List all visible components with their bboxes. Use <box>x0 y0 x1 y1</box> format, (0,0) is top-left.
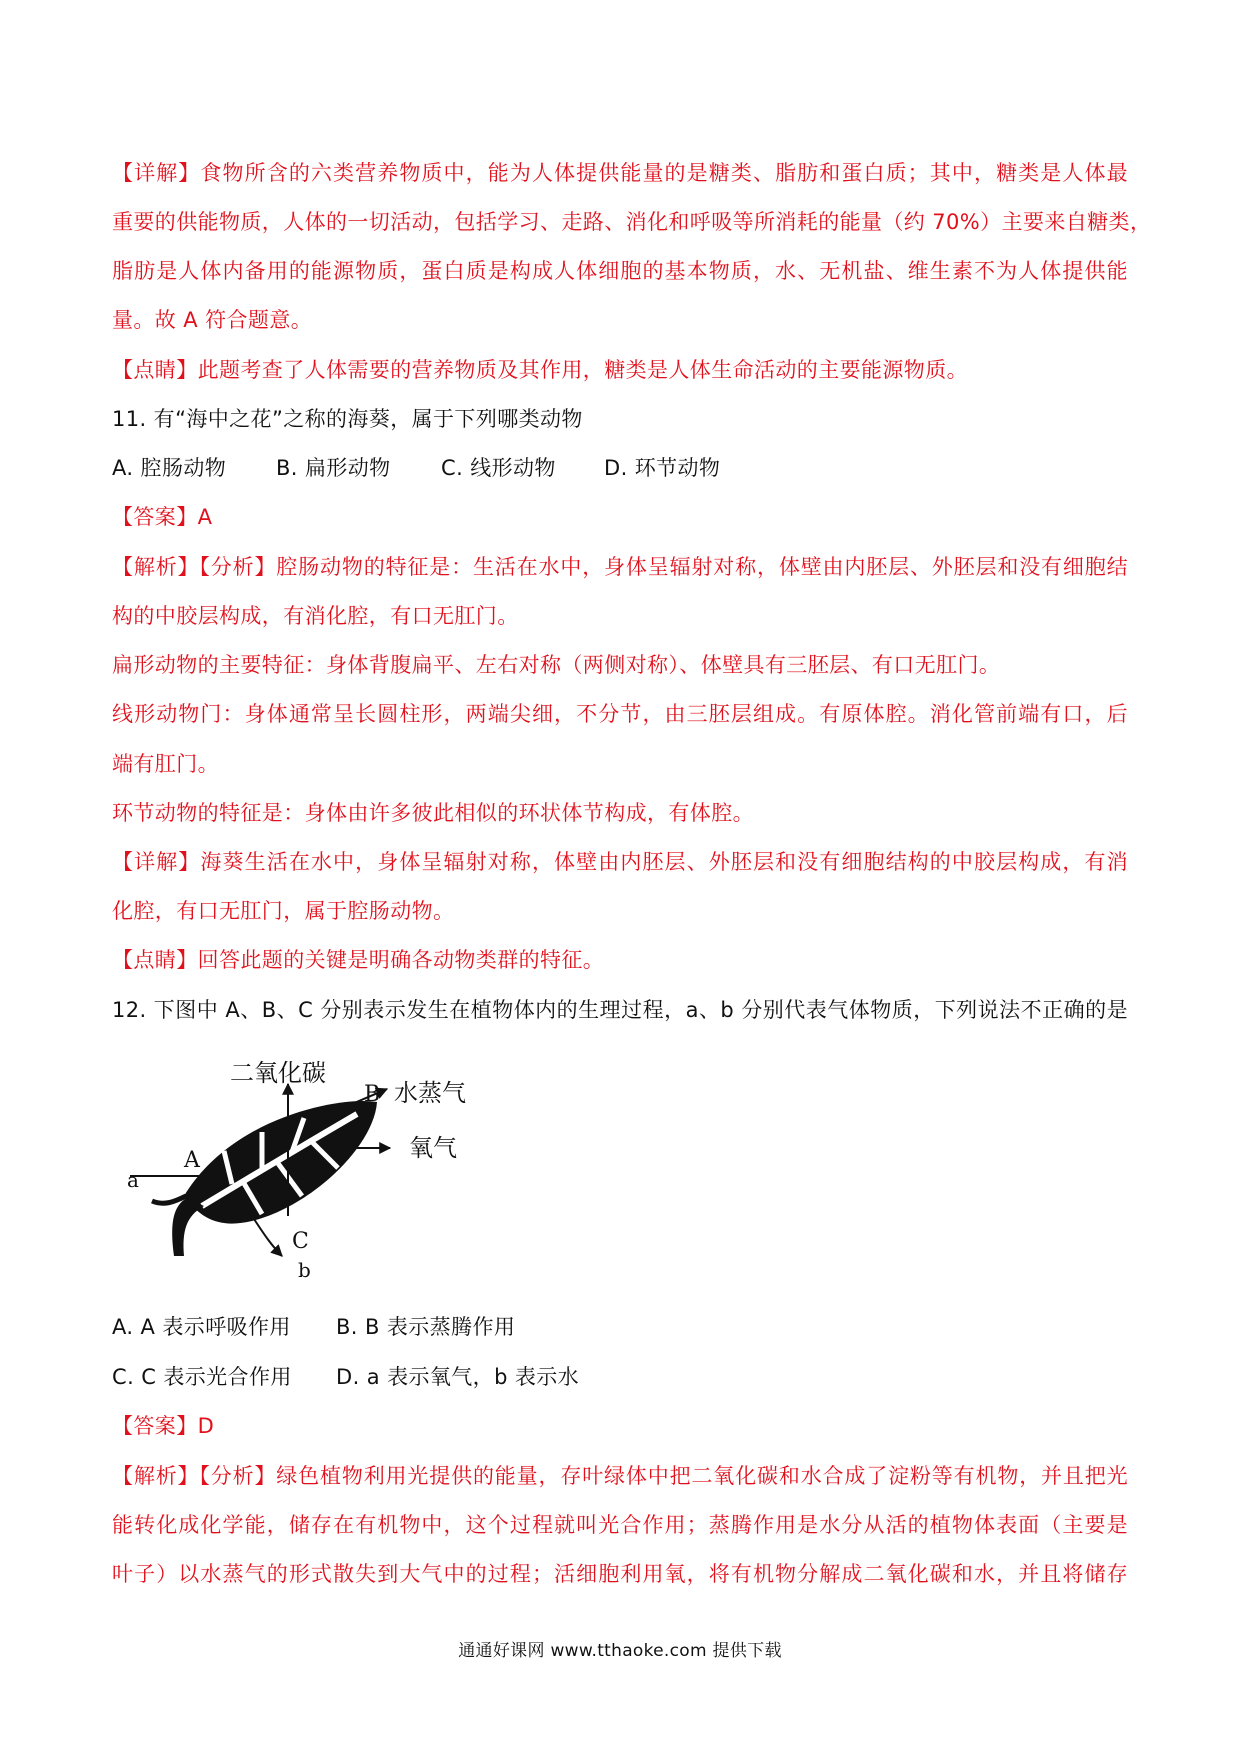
text-line: 化腔，有口无肛门，属于腔肠动物。 <box>112 899 455 923</box>
page-footer: 通通好课网 www.tthaoke.com 提供下载 <box>458 1641 782 1661</box>
leaf-stem <box>172 1198 204 1256</box>
q11-option-c: C. 线形动物 <box>441 456 556 480</box>
text-line: 能转化成化学能，储存在有机物中，这个过程就叫光合作用；蒸腾作用是水分从活的植物体表面（主要是 <box>112 1513 1128 1537</box>
text-line: 叶子）以水蒸气的形式散失到大气中的过程；活细胞利用氧，将有机物分解成二氧化碳和水，并且将储存 <box>112 1562 1128 1586</box>
label-water-vapor: 水蒸气 <box>394 1079 466 1107</box>
q12-option-c: C. C 表示光合作用 <box>112 1365 292 1389</box>
label-co2: 二氧化碳 <box>230 1059 326 1087</box>
text-line: 重要的供能物质，人体的一切活动，包括学习、走路、消化和呼吸等所消耗的能量（约 70%）主要来自糖类， <box>112 210 1152 234</box>
q11-options <box>112 455 720 481</box>
answer-12: 【答案】D <box>112 1414 215 1438</box>
text-line: 脂肪是人体内备用的能源物质，蛋白质是构成人体细胞的基本物质，水、无机盐、维生素不为人体提供能 <box>112 259 1128 283</box>
text-line: 构的中胶层构成，有消化腔，有口无肛门。 <box>112 604 519 628</box>
q12-options-row-2 <box>112 1364 579 1390</box>
question-12: 12. 下图中 A、B、C 分别表示发生在植物体内的生理过程，a、b 分别代表气体物质，下列说法不正确的是 <box>112 998 1128 1022</box>
label-B: B <box>364 1082 381 1107</box>
leaf-process-diagram <box>112 1056 512 1286</box>
text-line: 【解析】【分析】绿色植物利用光提供的能量，存叶绿体中把二氧化碳和水合成了淀粉等有机物，并且把光 <box>112 1464 1128 1488</box>
label-C: C <box>292 1229 309 1254</box>
label-a: a <box>127 1168 139 1192</box>
text-line: 扁形动物的主要特征：身体背腹扁平、左右对称（两侧对称）、体壁具有三胚层、有口无肛门。 <box>112 653 1001 677</box>
answer-11: 【答案】A <box>112 505 213 529</box>
text-line: 量。故 A 符合题意。 <box>112 308 313 332</box>
q11-option-d: D. 环节动物 <box>604 456 721 480</box>
text-line: 【点睛】此题考查了人体需要的营养物质及其作用，糖类是人体生命活动的主要能源物质。 <box>112 358 968 382</box>
text-line: 【详解】海葵生活在水中，身体呈辐射对称，体壁由内胚层、外胚层和没有细胞结构的中胶层构成，有消 <box>112 850 1128 874</box>
text-line: 线形动物门：身体通常呈长圆柱形，两端尖细，不分节，由三胚层组成。有原体腔。消化管前端有口，后 <box>112 702 1128 726</box>
q12-option-b: B. B 表示蒸腾作用 <box>336 1315 516 1339</box>
q11-option-b: B. 扁形动物 <box>276 456 391 480</box>
label-b: b <box>298 1258 311 1282</box>
text-line: 【解析】【分析】腔肠动物的特征是：生活在水中，身体呈辐射对称，体壁由内胚层、外胚层和没有细胞结 <box>112 555 1128 579</box>
question-11: 11. 有“海中之花”之称的海葵，属于下列哪类动物 <box>112 407 583 431</box>
text-line: 端有肛门。 <box>112 752 219 776</box>
text-line: 【点睛】回答此题的关键是明确各动物类群的特征。 <box>112 948 605 972</box>
q11-option-a: A. 腔肠动物 <box>112 456 227 480</box>
q12-option-d: D. a 表示氧气，b 表示水 <box>336 1365 580 1389</box>
q12-options-row-1 <box>112 1314 515 1340</box>
text-line: 【详解】食物所含的六类营养物质中，能为人体提供能量的是糖类、脂肪和蛋白质；其中，糖类是人体最 <box>112 161 1128 185</box>
q12-option-a: A. A 表示呼吸作用 <box>112 1315 291 1339</box>
text-line: 环节动物的特征是：身体由许多彼此相似的环状体节构成，有体腔。 <box>112 801 754 825</box>
label-oxygen: 氧气 <box>409 1134 457 1162</box>
label-A: A <box>184 1148 200 1173</box>
